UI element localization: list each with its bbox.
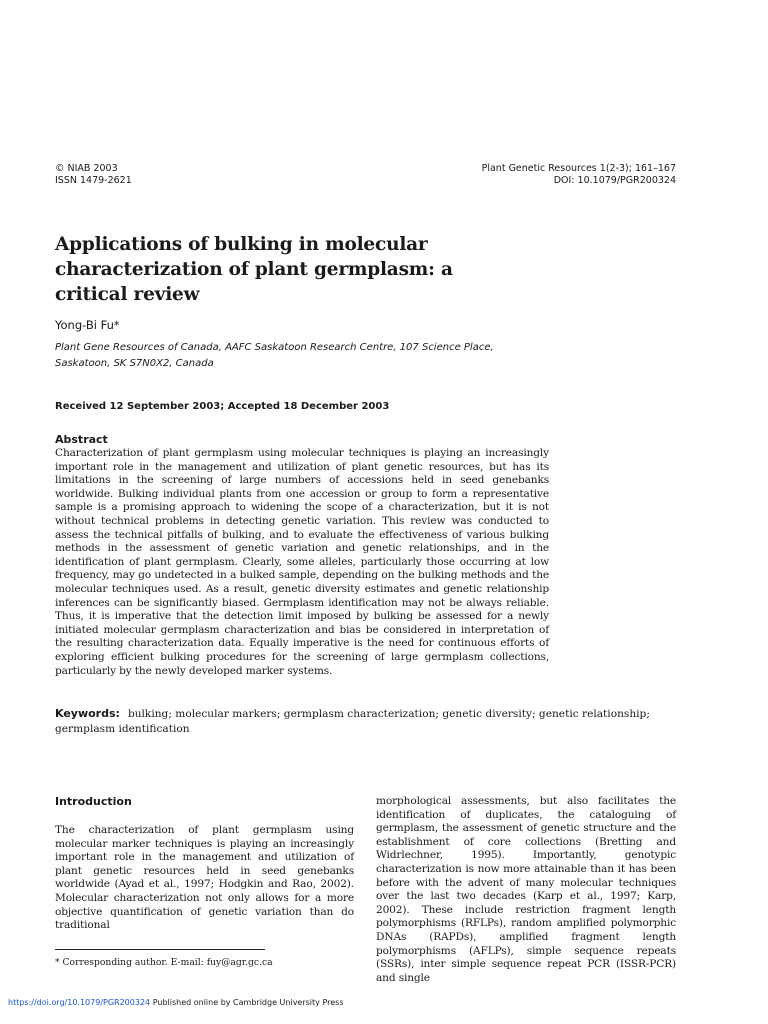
- affiliation-line: Plant Gene Resources of Canada, AAFC Saskatoon Research Centre, 107 Science Place,: [55, 342, 494, 353]
- author-name: Yong-Bi Fu*: [55, 318, 120, 332]
- published-note: Published online by Cambridge University Press: [152, 998, 344, 1007]
- article-title: [55, 232, 675, 307]
- keywords: [55, 706, 655, 737]
- abstract-heading: Abstract: [55, 433, 108, 446]
- affiliation-line: Saskatoon, SK S7N0X2, Canada: [55, 358, 214, 369]
- title-line: characterization of plant germplasm: a: [55, 259, 453, 280]
- doi-link[interactable]: https://doi.org/10.1079/PGR200324: [8, 998, 151, 1007]
- issn-line: ISSN 1479-2621: [55, 175, 132, 186]
- title-line: Applications of bulking in molecular: [55, 234, 428, 255]
- author-affiliation: [55, 340, 675, 372]
- introduction-left-column: The characterization of plant germplasm using molecular marker techniques is playing an increasingly important role in the management and utilization of plant genetic resources held in seed genebanks worldwide (Ayad et al., 1997; Hodgkin and Rao, 2002). Molecular characterization not only allows for a more objective quantification of genetic variation than do traditional: [55, 824, 354, 932]
- copyright-line: © NIAB 2003: [55, 163, 118, 174]
- title-line: critical review: [55, 284, 200, 305]
- page-footer: [8, 998, 344, 1007]
- keywords-label: Keywords:: [55, 707, 120, 720]
- introduction-right-column: morphological assessments, but also facilitates the identification of duplicates, the cataloguing of germplasm, the assessment of genetic structure and the establishment of core collections (Bretting and Widrlechner, 1995). Importantly, genotypic characterization is now more attainable than it has been before with the advent of many molecular techniques over the last two decades (Karp et al., 1997; Karp, 2002). These include restriction fragment length polymorphisms (RFLPs), random amplified polymorphic DNAs (RAPDs), amplified fragment length polymorphisms (AFLPs), simple sequence repeats (SSRs), inter simple sequence repeat PCR (ISSR-PCR) and single: [376, 795, 676, 984]
- journal-citation: Plant Genetic Resources 1(2-3); 161–167: [481, 163, 676, 174]
- footnote-divider: [55, 949, 265, 950]
- abstract-text: Characterization of plant germplasm using molecular techniques is playing an increasingly important role in the management and utilization of plant genetic resources, but has its limitations in the screening of large numbers of accessions held in seed genebanks worldwide. Bulking individual plants from one accession or group to form a representative sample is a promising approach to widening the scope of a characterization, but it is not without technical problems in detecting genetic variation. This review was conducted to assess the technical pitfalls of bulking, and to evaluate the effectiveness of various bulking methods in the assessment of genetic variation and genetic relationships, and in the identification of plant germplasm. Clearly, some alleles, particularly those occurring at low frequency, may go undetected in a bulked sample, depending on the bulking methods and the molecular techniques used. As a result, genetic diversity estimates and genetic relationship inferences can be significantly biased. Germplasm identification may not be always reliable. Thus, it is imperative that the detection limit imposed by bulking be assessed for a newly initiated molecular germplasm characterization and bias be considered in interpretation of the resulting characterization data. Equally imperative is the need for continuous efforts of exploring efficient bulking procedures for the screening of large germplasm collections, particularly by the newly developed marker systems.: [55, 447, 549, 677]
- introduction-heading: Introduction: [55, 795, 132, 808]
- received-dates: Received 12 September 2003; Accepted 18 December 2003: [55, 401, 390, 412]
- corresponding-author-footnote: * Corresponding author. E-mail: fuy@agr.gc.ca: [55, 957, 273, 968]
- article-doi: DOI: 10.1079/PGR200324: [553, 175, 676, 186]
- keywords-text: bulking; molecular markers; germplasm characterization; genetic diversity; genetic relationship; germplasm identification: [55, 708, 650, 735]
